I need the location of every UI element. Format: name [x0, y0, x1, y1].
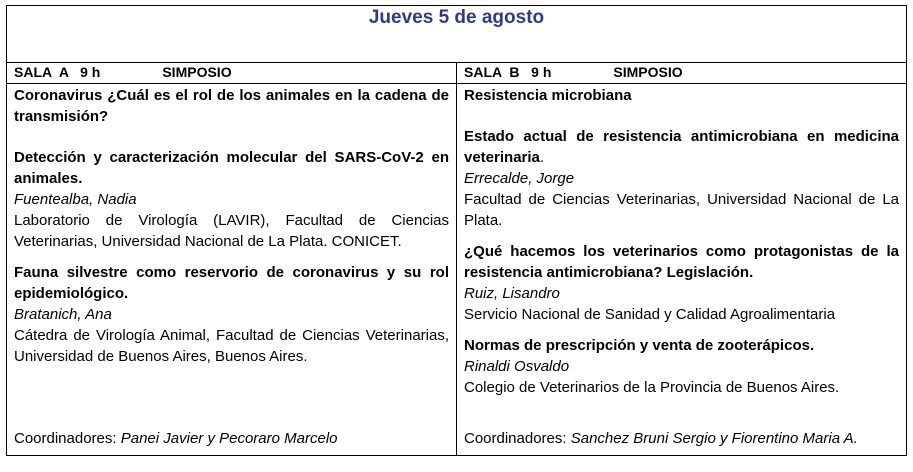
talk-affiliation: Laboratorio de Virología (LAVIR), Facultad de Ciencias Veterinarias, Universidad Nacional de La Plata. CONICET.	[14, 212, 449, 250]
talk-title-suffix: .	[539, 149, 545, 166]
talk	[464, 241, 899, 325]
content-row	[7, 84, 907, 456]
talk-affiliation: Servicio Nacional de Sanidad y Calidad Agroalimentaria	[464, 306, 836, 323]
room-a-label: SALA A 9 h	[14, 64, 101, 80]
room-b-content	[457, 84, 907, 456]
coordinators-names: Panei Javier y Pecoraro Marcelo	[120, 430, 338, 447]
room-a-type: SIMPOSIO	[162, 64, 232, 80]
day-title: Jueves 5 de agosto	[368, 7, 545, 28]
talk	[464, 126, 899, 231]
talk-title: Estado actual de resistencia antimicrobiana en medicina veterinaria	[464, 128, 899, 166]
coordinators-names: Sanchez Bruni Sergio y Fiorentino Maria A.	[570, 430, 858, 447]
talk-speaker: Bratanich, Ana	[14, 306, 112, 323]
room-b-header	[457, 63, 907, 84]
room-header-row	[7, 63, 907, 84]
room-b-label: SALA B 9 h	[464, 64, 552, 80]
talk-affiliation: Facultad de Ciencias Veterinarias, Universidad Nacional de La Plata.	[464, 191, 899, 229]
talk-speaker: Fuentealba, Nadia	[14, 191, 137, 208]
room-b-coordinators	[464, 428, 858, 449]
talk-speaker: Errecalde, Jorge	[464, 170, 575, 187]
talk-speaker: Rinaldi Osvaldo	[464, 358, 570, 375]
room-b-session-title: Resistencia microbiana	[464, 87, 632, 104]
talk	[14, 147, 449, 252]
talk-title: Normas de prescripción y venta de zooterápicos.	[464, 337, 815, 354]
room-a-content	[7, 84, 457, 456]
title-cell	[7, 6, 907, 63]
talk	[14, 262, 449, 367]
talk-affiliation: Colegio de Veterinarios de la Provincia de Buenos Aires.	[464, 379, 840, 396]
coordinators-label: Coordinadores:	[464, 430, 571, 447]
coordinators-label: Coordinadores:	[14, 430, 121, 447]
talk-title: Fauna silvestre como reservorio de coronavirus y su rol epidemiológico.	[14, 264, 449, 302]
talk-affiliation: Cátedra de Virología Animal, Facultad de Ciencias Veterinarias, Universidad de Buenos Aires, Buenos Aires.	[14, 327, 449, 365]
talk-title: ¿Qué hacemos los veterinarios como protagonistas de la resistencia antimicrobiana? Legislación.	[464, 243, 899, 281]
talk-title: Detección y caracterización molecular del SARS-CoV-2 en animales.	[14, 149, 449, 187]
schedule-table	[6, 5, 907, 456]
title-row	[7, 6, 907, 63]
talk-title-line	[464, 126, 899, 168]
talk-speaker: Ruiz, Lisandro	[464, 285, 560, 302]
room-a-header	[7, 63, 457, 84]
room-a-session-title: Coronavirus ¿Cuál es el rol de los animales en la cadena de transmisión?	[14, 87, 449, 125]
room-a-coordinators	[14, 428, 338, 449]
room-b-type: SIMPOSIO	[613, 64, 683, 80]
talk	[464, 335, 899, 398]
